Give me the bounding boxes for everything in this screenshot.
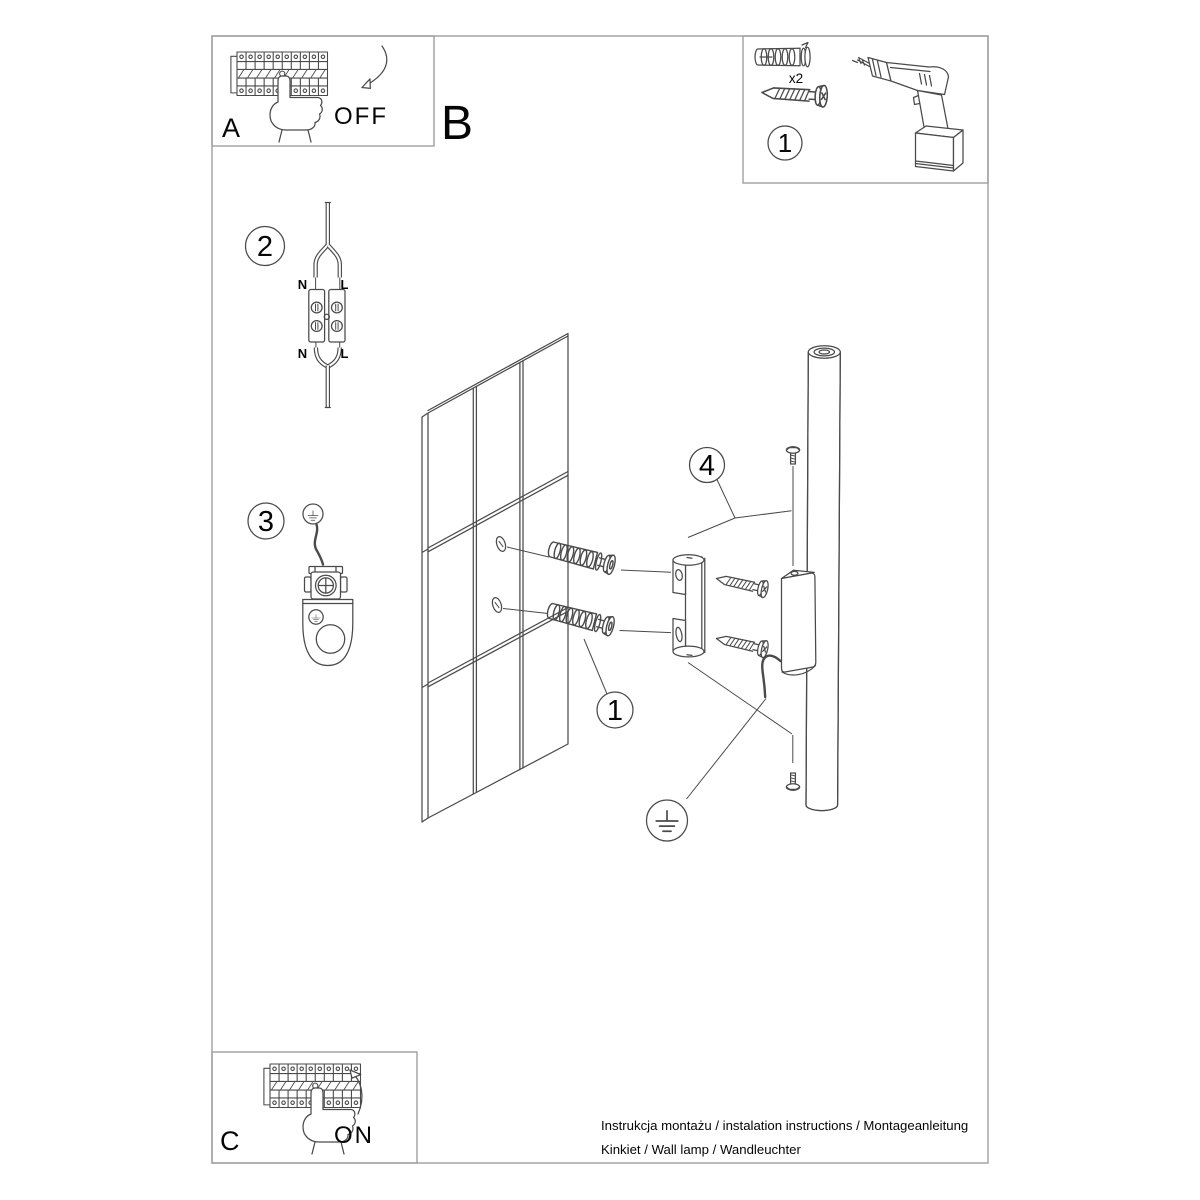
panel-c-label: C: [220, 1126, 240, 1156]
footer-line-1: Instrukcja montażu / instalation instructions / Montageanleitung: [601, 1118, 969, 1133]
terminal-l-top-label: L: [340, 277, 349, 292]
screw-icon: [715, 630, 770, 658]
leader-line: [687, 699, 767, 800]
parts-box: [743, 36, 988, 183]
power-off-panel: [212, 36, 434, 146]
on-label: ON: [334, 1122, 374, 1149]
terminal-block-icon: [309, 290, 325, 343]
terminal-l-bottom-label: L: [340, 346, 349, 361]
lamp-canopy-icon: [782, 570, 816, 675]
wall-plug-icon: [755, 43, 810, 67]
wiring-step: [246, 203, 349, 408]
machine-screw-icon: [786, 773, 799, 790]
mounting-step-number: 4: [698, 450, 716, 482]
mounting-plate-icon: [303, 600, 353, 666]
panel-a-label: A: [222, 113, 241, 143]
section-b-label: B: [441, 97, 474, 150]
step-1-number: 1: [777, 128, 793, 158]
quantity-label: x2: [788, 71, 804, 86]
ground-wire: [315, 525, 323, 565]
screw-icon: [715, 570, 770, 598]
grounding-step: [248, 503, 353, 666]
step-2-number: 2: [256, 231, 274, 263]
drill-icon: [853, 58, 964, 172]
mounting-bracket-icon: [673, 555, 705, 657]
anchors-step-number: 1: [606, 695, 624, 727]
leader-line: [688, 466, 793, 763]
wire-diagram: [309, 203, 345, 408]
arrow-down-icon: [360, 46, 387, 92]
terminal-n-bottom-label: N: [297, 346, 308, 361]
off-label: OFF: [334, 103, 388, 130]
earth-wire: [762, 656, 780, 697]
terminal-n-top-label: N: [297, 277, 308, 292]
footer: [601, 1118, 968, 1157]
ground-terminal-icon: [305, 567, 348, 600]
footer-line-2: Kinkiet / Wall lamp / Wandleuchter: [601, 1142, 801, 1157]
machine-screw-icon: [786, 447, 799, 464]
power-on-panel: [212, 1052, 417, 1163]
leader-line: [584, 639, 607, 694]
step-3-number: 3: [257, 506, 275, 538]
tiled-wall: [422, 334, 568, 823]
